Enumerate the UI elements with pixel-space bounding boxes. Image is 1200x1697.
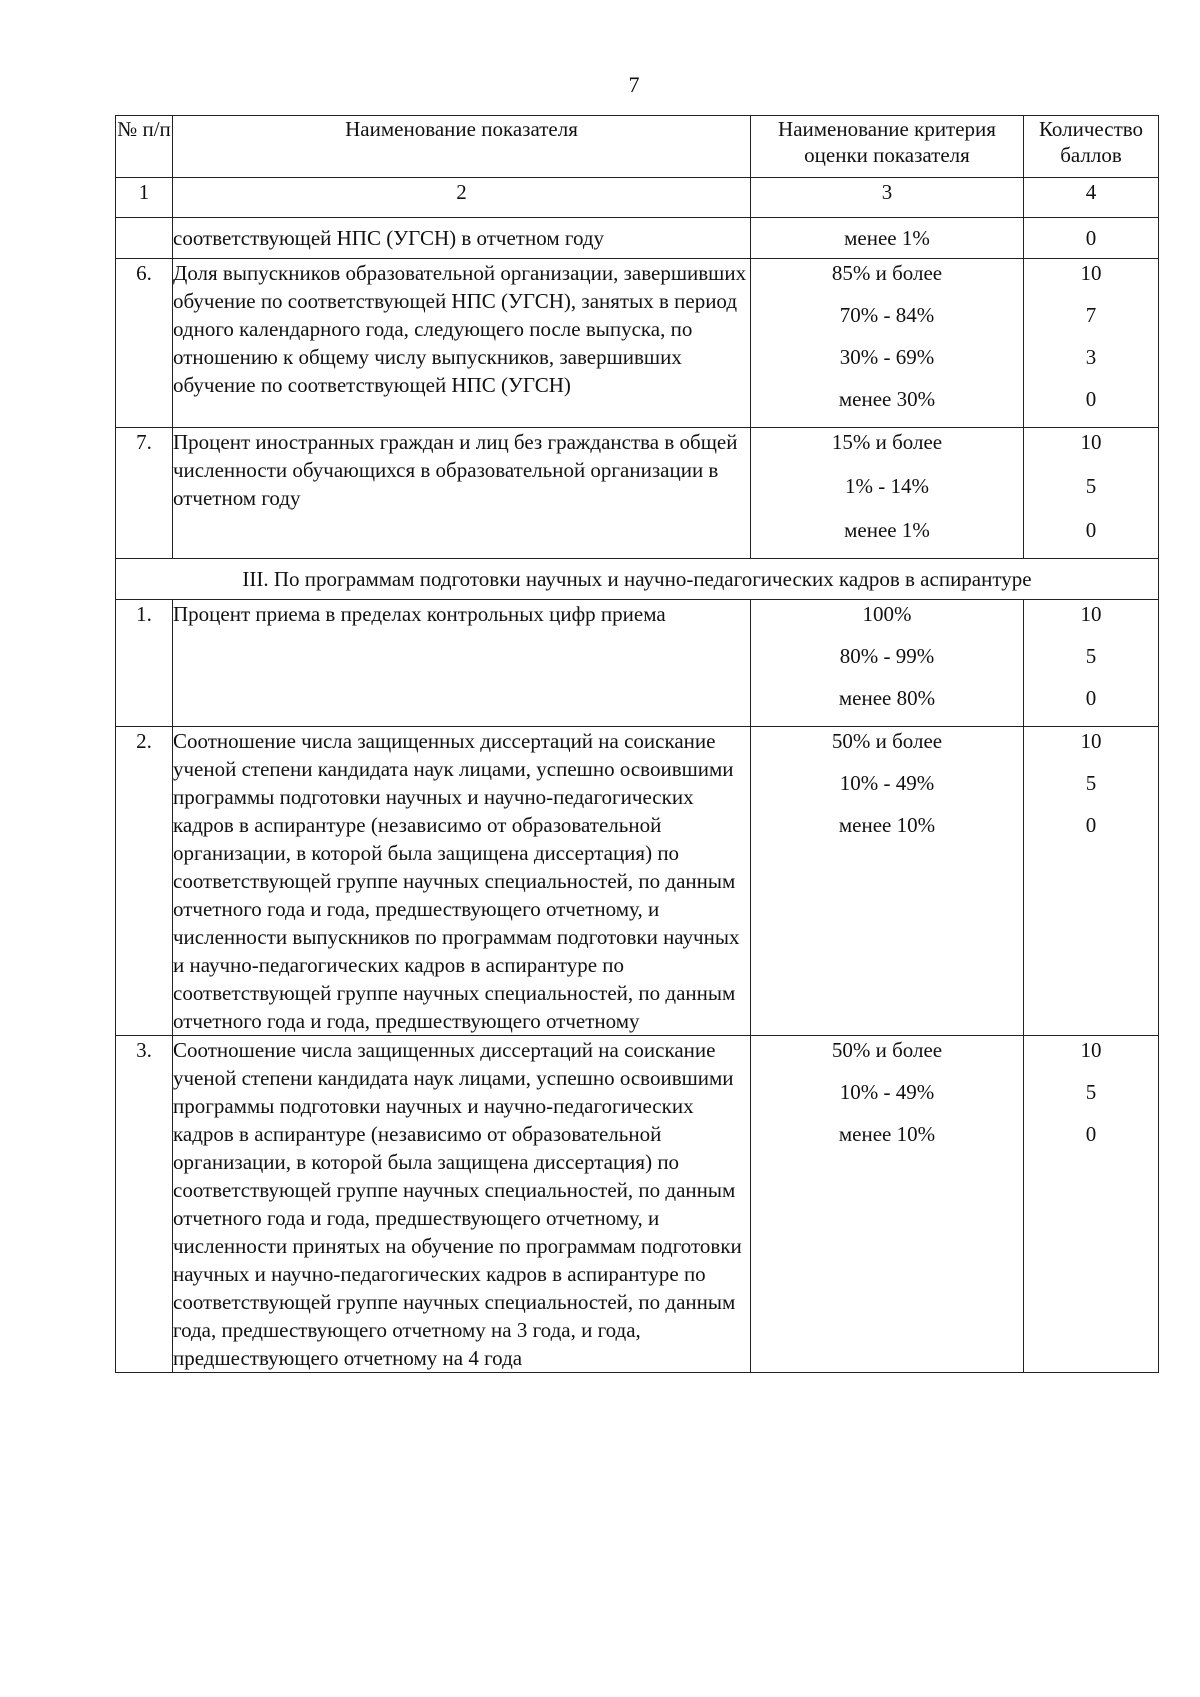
- points: 0: [1085, 1122, 1097, 1146]
- table-row: [116, 600, 1159, 727]
- points: 5: [1085, 1080, 1097, 1104]
- criterion: менее 80%: [838, 686, 936, 710]
- row-number: 7.: [116, 428, 173, 559]
- indicator-name: Соотношение числа защищенных диссертаций на соискание ученой степени кандидата наук лицами, успешно освоившими программы подготовки научных и научно-педагогических кадров в аспирантуре (независимо от образовательной организации, в которой была защищена диссертация) по соответствующей группе научных специальностей, по данным отчетного года и года, предшествующего отчетному, и численности выпускников по программам подготовки научных и научно-педагогических кадров в аспирантуре по соответствующей группе научных специальностей, по данным отчетного года и года, предшествующего отчетному: [173, 727, 751, 1036]
- criterion: 100%: [862, 602, 912, 626]
- points-cell: [1024, 727, 1159, 1036]
- table-row: [116, 1036, 1159, 1373]
- table-row: [116, 259, 1159, 428]
- points: 0: [1085, 518, 1097, 542]
- points-cell: [1024, 259, 1159, 428]
- table-row: [116, 218, 1159, 259]
- column-number: 3: [751, 178, 1024, 218]
- points: 5: [1085, 771, 1097, 795]
- criterion: 10% - 49%: [839, 1080, 935, 1104]
- criterion: 50% и более: [831, 729, 943, 753]
- criterion: 80% - 99%: [839, 644, 935, 668]
- points: 0: [1085, 387, 1097, 411]
- points: 10: [1080, 261, 1102, 285]
- criteria-cell: [751, 600, 1024, 727]
- indicator-name: Процент иностранных граждан и лиц без гражданства в общей численности обучающихся в образовательной организации в отчетном году: [173, 428, 751, 559]
- points: 5: [1085, 644, 1097, 668]
- criterion: 70% - 84%: [839, 303, 935, 327]
- criterion: менее 1%: [844, 518, 930, 542]
- criterion: менее 10%: [838, 813, 936, 837]
- indicator-name: Соотношение числа защищенных диссертаций на соискание ученой степени кандидата наук лицами, успешно освоившими программы подготовки научных и научно-педагогических кадров в аспирантуре (независимо от образовательной организации, в которой была защищена диссертация) по соответствующей группе научных специальностей, по данным отчетного года и года, предшествующего отчетному, и численности принятых на обучение по программам подготовки научных и научно-педагогических кадров в аспирантуре по соответствующей группе научных специальностей, по данным года, предшествующего отчетному на 3 года, и года, предшествующего отчетному на 4 года: [173, 1036, 751, 1373]
- points-cell: [1024, 600, 1159, 727]
- points: 0: [1085, 686, 1097, 710]
- criterion: 10% - 49%: [839, 771, 935, 795]
- criterion: менее 1%: [751, 218, 1024, 259]
- header-number: № п/п: [116, 116, 173, 178]
- points: 10: [1080, 430, 1102, 454]
- criteria-table: [115, 115, 1159, 1373]
- criterion: 85% и более: [831, 261, 943, 285]
- row-number: [116, 218, 173, 259]
- column-number: 4: [1024, 178, 1159, 218]
- criterion: менее 10%: [838, 1122, 936, 1146]
- indicator-name: Процент приема в пределах контрольных цифр приема: [173, 600, 751, 727]
- criterion: 50% и более: [831, 1038, 943, 1062]
- criterion: 30% - 69%: [839, 345, 935, 369]
- points-cell: [1024, 428, 1159, 559]
- points: 10: [1080, 1038, 1102, 1062]
- header-points: Количество баллов: [1024, 116, 1159, 178]
- section-title: III. По программам подготовки научных и научно-педагогических кадров в аспирантуре: [116, 559, 1159, 600]
- header-indicator-name: Наименование показателя: [173, 116, 751, 178]
- criteria-cell: [751, 428, 1024, 559]
- header-criterion-name: Наименование критерия оценки показателя: [751, 116, 1024, 178]
- page-number: 7: [628, 72, 640, 97]
- section-heading-row: [116, 559, 1159, 600]
- criteria-cell: [751, 727, 1024, 1036]
- points: 0: [1085, 813, 1097, 837]
- points-cell: [1024, 1036, 1159, 1373]
- indicator-name: соответствующей НПС (УГСН) в отчетном году: [173, 218, 751, 259]
- row-number: 1.: [116, 600, 173, 727]
- points: 0: [1024, 218, 1159, 259]
- table-row: [116, 727, 1159, 1036]
- indicator-name: Доля выпускников образовательной организации, завершивших обучение по соответствующей НПС (УГСН), занятых в период одного календарного года, следующего после выпуска, по отношению к общему числу выпускников, завершивших обучение по соответствующей НПС (УГСН): [173, 259, 751, 428]
- row-number: 3.: [116, 1036, 173, 1373]
- column-number-row: [116, 178, 1159, 218]
- row-number: 6.: [116, 259, 173, 428]
- points: 10: [1080, 602, 1102, 626]
- column-number: 2: [173, 178, 751, 218]
- row-number: 2.: [116, 727, 173, 1036]
- table-header-row: [116, 116, 1159, 178]
- table-row: [116, 428, 1159, 559]
- criterion: менее 30%: [838, 387, 936, 411]
- points: 7: [1085, 303, 1097, 327]
- criterion: 1% - 14%: [845, 474, 929, 498]
- column-number: 1: [116, 178, 173, 218]
- criteria-cell: [751, 1036, 1024, 1373]
- points: 10: [1080, 729, 1102, 753]
- points: 5: [1085, 474, 1097, 498]
- criteria-cell: [751, 259, 1024, 428]
- points: 3: [1085, 345, 1097, 369]
- criterion: 15% и более: [831, 430, 943, 454]
